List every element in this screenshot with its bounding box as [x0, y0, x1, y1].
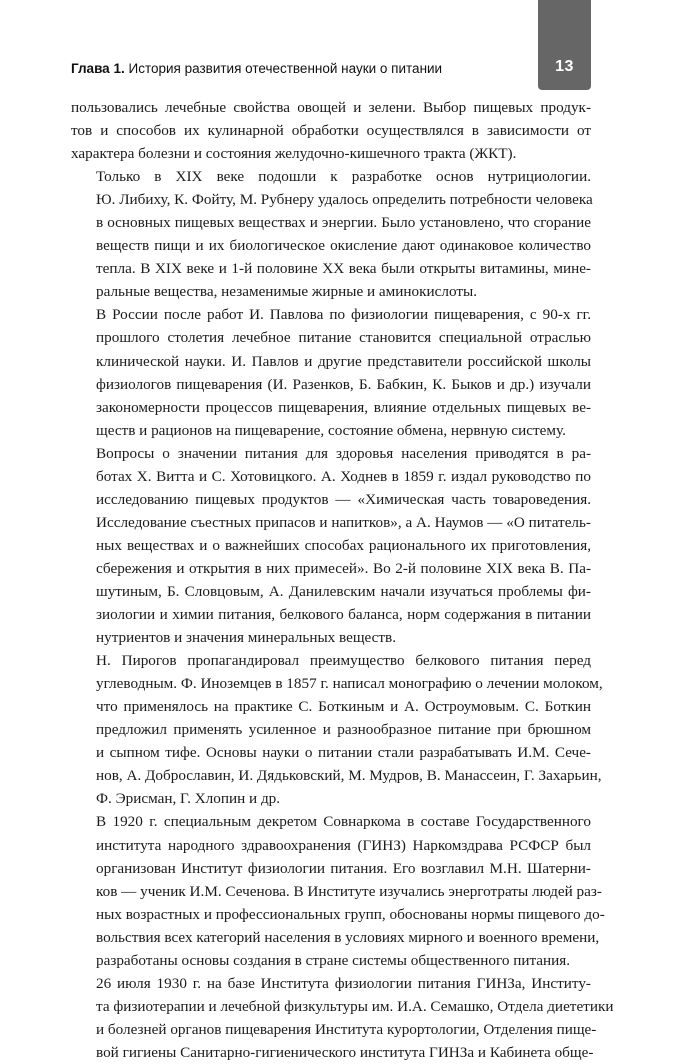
- text-line: в основных пищевых веществах и энергии. Было установлено, что сгорание: [96, 214, 591, 232]
- text-line: ных веществах и о важнейших способах рационального их приготовления,: [96, 536, 591, 554]
- paragraph: [71, 972, 614, 1064]
- body-text: [71, 96, 614, 1064]
- text-line: Ю. Либиху, К. Фойту, М. Рубнеру удалось определить потребности человека: [96, 191, 593, 209]
- paragraph: [71, 96, 591, 165]
- text-line: ботах Х. Витта и С. Хотовицкого. А. Ходнев в 1859 г. издал руководство по: [96, 467, 591, 485]
- paragraph: [71, 165, 591, 303]
- text-line: Исследование съестных припасов и напитков», а А. Наумов — «О питатель-: [96, 513, 591, 531]
- text-line: Только в XIX веке подошли к разработке основ нутрициологии.: [96, 168, 591, 186]
- text-line: та физиотерапии и лечебной физкультуры им. И.А. Семашко, Отдела диететики: [96, 997, 614, 1015]
- chapter-label: Глава 1.: [71, 61, 125, 76]
- text-line: исследованию пищевых продуктов — «Химическая часть товароведения.: [96, 490, 591, 508]
- text-line: клинической науки. И. Павлов и другие представители российской школы: [96, 352, 591, 370]
- page-number: 13: [555, 58, 574, 75]
- text-line: ных возрастных и профессиональных групп, обоснованы нормы пищевого до-: [96, 905, 605, 923]
- text-line: ральные вещества, незаменимые жирные и аминокислоты.: [96, 283, 477, 301]
- text-line: физиологов пищеварения (И. Разенков, Б. Бабкин, К. Быков и др.) изучали: [96, 375, 591, 393]
- text-line: ков — ученик И.М. Сеченова. В Институте изучались энерготраты людей раз-: [96, 882, 602, 900]
- text-line: шутиным, Б. Словцовым, А. Данилевским начали изучаться проблемы фи-: [96, 582, 591, 600]
- text-line: предложил применять усиленное и разнообразное питание при брюшном: [96, 721, 591, 739]
- text-line: 26 июля 1930 г. на базе Института физиологии питания ГИНЗа, Институ-: [96, 974, 591, 992]
- text-line: веществ пищи и их биологическое окисление дают одинаковое количество: [96, 237, 591, 255]
- text-line: сбережения и открытия в них примесей». Во 2-й половине XIX века В. Па-: [96, 559, 591, 577]
- text-line: разработаны основы создания в стране системы общественного питания.: [96, 951, 571, 969]
- text-line: углеводным. Ф. Иноземцев в 1857 г. написал монографию о лечении молоком,: [96, 675, 603, 693]
- text-line: тепла. В XIX веке и 1-й половине XX века были открыты витамины, мине-: [96, 260, 591, 278]
- text-line: и сыпном тифе. Основы науки о питании стали разрабатывать И.М. Сече-: [96, 744, 591, 762]
- text-line: Вопросы о значении питания для здоровья населения приводятся в ра-: [96, 444, 591, 462]
- text-line: тов и способов их кулинарной обработки осуществлялся в зависимости от: [71, 122, 591, 140]
- chapter-title: История развития отечественной науки о питании: [128, 61, 443, 76]
- text-line: Ф. Эрисман, Г. Хлопин и др.: [96, 790, 281, 808]
- text-line: пользовались лечебные свойства овощей и зелени. Выбор пищевых продук-: [71, 99, 591, 116]
- text-line: зиологии и химии питания, белкового баланса, норм содержания в питании: [96, 606, 591, 624]
- running-header: [71, 60, 531, 78]
- text-line: что применялось на практике С. Боткиным и А. Остроумовым. С. Боткин: [96, 698, 591, 716]
- text-line: нов, А. Доброславин, И. Дядьковский, М. Мудров, В. Манассеин, Г. Захарьин,: [96, 767, 602, 785]
- paragraph: [71, 303, 591, 441]
- paragraph: [71, 810, 605, 971]
- paragraph: [71, 442, 591, 649]
- text-line: нутриентов и значения минеральных веществ.: [96, 629, 397, 647]
- paragraph: [71, 649, 603, 810]
- text-line: вой гигиены Санитарно-гигиенического института ГИНЗа и Кабинета обще-: [96, 1043, 594, 1061]
- text-line: и болезней органов пищеварения Института курортологии, Отделения пище-: [96, 1020, 597, 1038]
- text-line: ществ и рационов на пищеварение, состояние обмена, нервную систему.: [96, 421, 566, 439]
- text-line: Н. Пирогов пропагандировал преимущество белкового питания перед: [96, 652, 591, 670]
- text-line: организован Институт физиологии питания. Его возглавил М.Н. Шатерни-: [96, 859, 591, 877]
- page-number-tab: [538, 0, 591, 90]
- text-line: В 1920 г. специальным декретом Совнаркома в составе Государственного: [96, 813, 591, 831]
- text-line: В России после работ И. Павлова по физиологии пищеварения, с 90-х гг.: [96, 306, 591, 324]
- text-line: закономерности процессов пищеварения, влияние отдельных пищевых ве-: [96, 398, 591, 416]
- text-line: института народного здравоохранения (ГИНЗ) Наркомздрава РСФСР был: [96, 836, 591, 854]
- text-line: прошлого столетия лечебное питание становится специальной отраслью: [96, 329, 591, 347]
- text-line: вольствия всех категорий населения в условиях мирного и военного времени,: [96, 928, 600, 946]
- text-line: характера болезни и состояния желудочно-кишечного тракта (ЖКТ).: [71, 145, 517, 163]
